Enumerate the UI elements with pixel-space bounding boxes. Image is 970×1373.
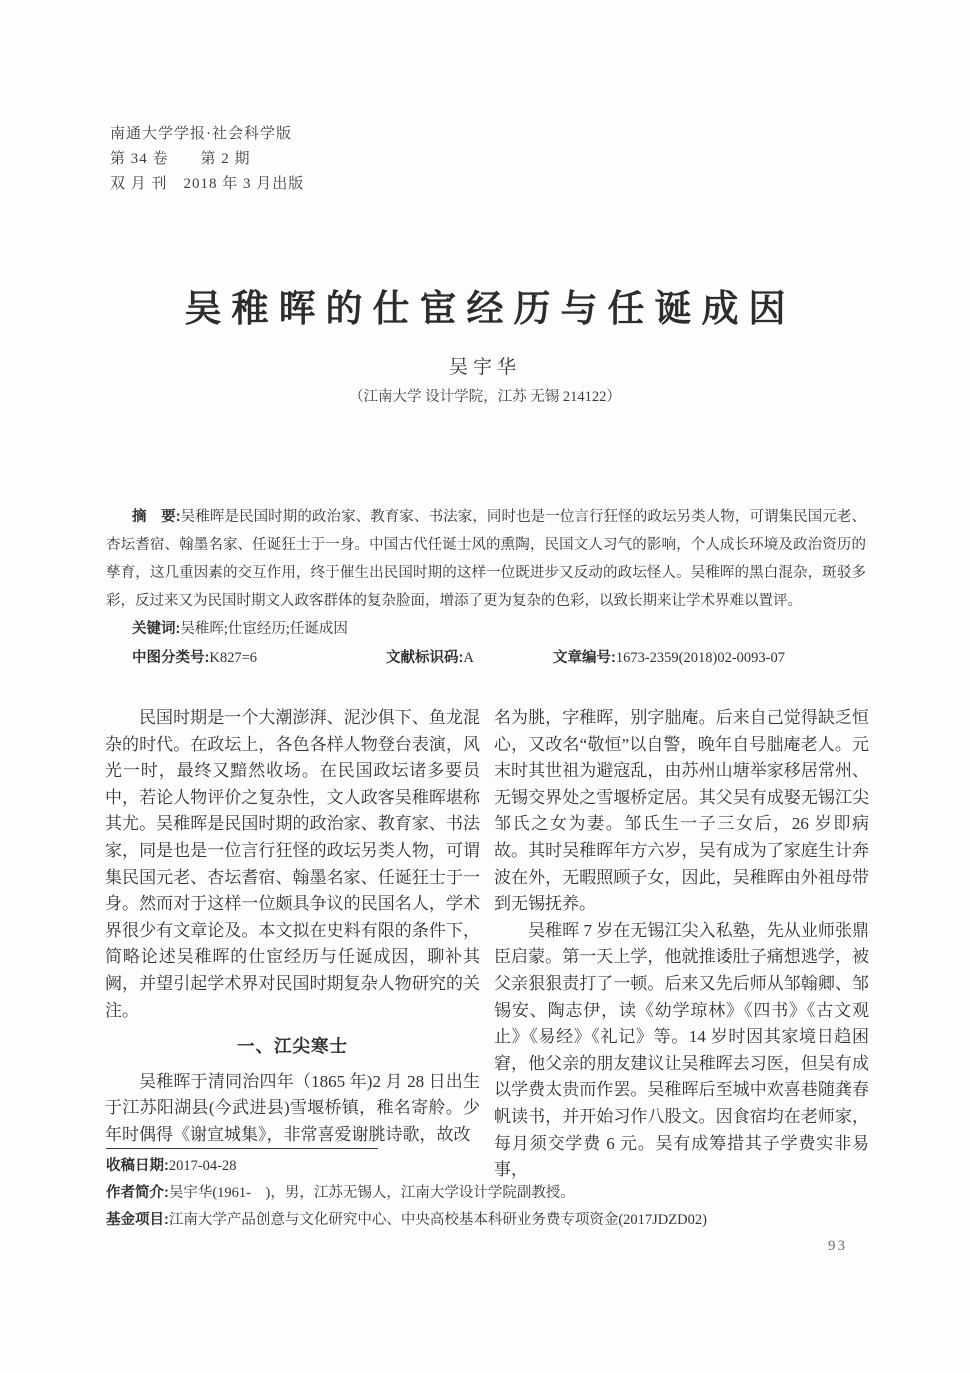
section-1-paragraph-2: 吴稚晖 7 岁在无锡江尖入私塾，先从业师张鼎臣启蒙。第一天上学，他就推诿肚子痛想逃学，被父亲狠狠责打了一顿。后来又先后师从邹翰卿、邹锡安、陶志伊，读《幼学琼林》《四书》《古文观止》《易经》《礼记》等。14 岁时因其家境日趋困窘，他父亲的朋友建议让吴稚晖去习医，但吴有成以学费太贵而作罢。吴稚晖后至城中欢喜巷随龚春帆读书，并开始习作八股文。因食宿均在老师家，每月须交学费 6 元。吴有成筹措其子学费实非易事，: [494, 920, 869, 1180]
received-date-line: [106, 1153, 871, 1180]
page-number: 93: [828, 1238, 847, 1254]
author-bio-label: 作者简介:: [106, 1185, 169, 1201]
doc-code-value: A: [463, 650, 474, 666]
article-author: 吴宇华: [448, 357, 521, 378]
section-1-heading: 一、江尖寒士: [237, 1036, 348, 1057]
section-1-paragraph-continued: 名为朓，字稚晖，别字朏庵。后来自己觉得缺乏恒心，又改名“敬恒”以自警，晚年自号朏庵老人。元末时其世祖为避寇乱，由苏州山塘举家移居常州、无锡交界处之雪堰桥定居。其父吴有成娶无锡江尖邹氏之女为妻。邹氏生一子三女后，26 岁即病故。其时吴稚晖年方六岁，吴有成为了家庭生计奔波在外，无暇照顾子女，因此，吴稚晖由外祖母带到无锡抚养。: [494, 708, 869, 914]
classification-row: [106, 644, 866, 672]
journal-frequency-date: 双 月 刊 2018 年 3 月出版: [110, 176, 305, 192]
article-affiliation: （江南大学 设计学院，江苏 无锡 214122）: [349, 389, 621, 405]
clc-label: 中图分类号:: [132, 650, 210, 666]
author-bio-line: [106, 1180, 871, 1207]
keywords-text: 吴稚晖;仕宦经历;任诞成因: [180, 621, 348, 637]
abstract-label: 摘 要:: [132, 509, 181, 525]
received-date-label: 收稿日期:: [106, 1158, 169, 1174]
left-column: [105, 705, 480, 1184]
keywords-label: 关键词:: [132, 621, 181, 637]
abstract-paragraph: [106, 503, 866, 615]
article-id-value: 1673-2359(2018)02-0093-07: [615, 650, 785, 666]
author-bio-value: 吴宇华(1961- )，男，江苏无锡人，江南大学设计学院副教授。: [168, 1185, 575, 1201]
article-title: 吴稚晖的仕宦经历与任诞成因: [184, 289, 796, 330]
funding-value: 江南大学产品创意与文化研究中心、中央高校基本科研业务费专项资金(2017JDZD02): [168, 1212, 707, 1228]
doc-code-item: [386, 644, 474, 672]
abstract-text: 吴稚晖是民国时期的政治家、教育家、书法家，同时也是一位言行狂怪的政坛另类人物，可谓集民国元老、杏坛耆宿、翰墨名家、任诞狂士于一身。中国古代任诞士风的熏陶，民国文人习气的影响，个人成长环境及政治资历的孳育，这几重因素的交互作用，终于催生出民国时期的这样一位既进步又反动的政坛怪人。吴稚晖的黑白混杂，斑驳多彩，反过来又为民国时期文人政客群体的复杂脸面，增添了更为复杂的色彩，以致长期来让学术界难以置评。: [106, 509, 866, 609]
right-column: [494, 705, 869, 1184]
doc-code-label: 文献标识码:: [386, 650, 464, 666]
body-columns: [105, 705, 869, 1184]
section-1-paragraph-left: 吴稚晖于清同治四年（1865 年)2 月 28 日出生于江苏阳湖县(今武进县)雪堰桥镇，稚名寄舲。少年时偶得《谢宣城集》，非常喜爱谢朓诗歌，故改: [105, 1071, 480, 1144]
abstract-meta-block: [106, 503, 866, 672]
journal-name: 南通大学学报·社会科学版: [110, 126, 292, 142]
footnote-divider: [106, 1148, 378, 1149]
journal-volume-issue: 第 34 卷 第 2 期: [110, 151, 251, 167]
clc-item: [132, 644, 257, 672]
footnotes: [106, 1148, 871, 1234]
received-date-value: 2017-04-28: [168, 1158, 237, 1174]
funding-line: [106, 1207, 871, 1234]
funding-label: 基金项目:: [106, 1212, 169, 1228]
article-id-item: [553, 644, 785, 672]
clc-value: K827=6: [209, 650, 257, 666]
keywords-line: [106, 615, 866, 643]
journal-header: [110, 122, 304, 197]
article-id-label: 文章编号:: [553, 650, 616, 666]
intro-paragraph: 民国时期是一个大潮澎湃、泥沙俱下、鱼龙混杂的时代。在政坛上，各色各样人物登台表演，风光一时，最终又黯然收场。在民国政坛诸多要员中，若论人物评价之复杂性，文人政客吴稚晖堪称其尤。吴稚晖是民国时期的政治家、教育家、书法家，同是也是一位言行狂怪的政坛另类人物，可谓集民国元老、杏坛耆宿、翰墨名家、任诞狂士于一身。然而对于这样一位颇具争议的民国名人，学术界很少有文章论及。本文拟在史料有限的条件下，简略论述吴稚晖的仕宦经历与任诞成因，聊补其阙，并望引起学术界对民国时期复杂人物研究的关注。: [105, 708, 480, 1020]
